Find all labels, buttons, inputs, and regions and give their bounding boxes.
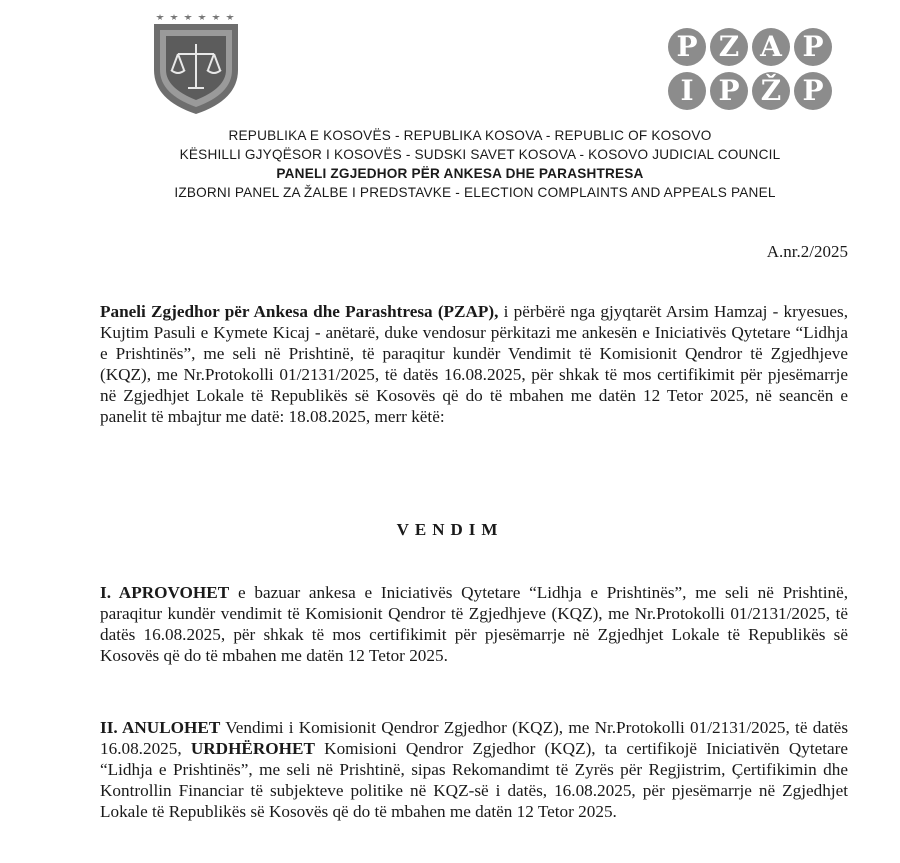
logo-letter: A	[752, 28, 790, 66]
pzap-logo	[668, 28, 840, 118]
item2-text-2: Komisioni Qendror Zgjedhor (KQZ), ta certifikojë Iniciativën Qytetare “Lidhja e Prishtinës”, me seli në Prishtinë, sipas Rekomandimt të Zyrës për Regjistrim, Çertifikimin dhe Kontrollin Financiar të subjekteve politike në KQZ-së i datës, 16.08.2025, për pjesëmarrje në Zgjedhjet Lokale të Republikës së Kosovës që do të mbahen me datën 12 Tetor 2025.	[100, 739, 848, 822]
item1-text: e bazuar ankesa e Iniciativës Qytetare “Lidhja e Prishtinës”, me seli në Prishtinë, paraqitur kundër vendimit të Komisionit Qendror të Zgjedhjeve (KQZ), me Nr.Protokolli 01/2131/2025, të datës 16.08.2025, për shkak të mos certifikimit për pjesëmarrje në Zgjedhjet Lokale të Republikës së Kosovës që do të mbahen me datën 12 Tetor 2025.	[100, 583, 849, 666]
letterhead	[0, 126, 900, 202]
decision-heading: VENDIM	[396, 520, 504, 539]
logo-letter: P	[668, 28, 706, 66]
decision-item-2	[100, 717, 848, 822]
header-panel-albanian: PANELI ZGJEDHOR PËR ANKESA DHE PARASHTRESA	[276, 166, 644, 181]
judicial-council-emblem	[148, 8, 244, 118]
case-reference: A.nr.2/2025	[766, 242, 848, 261]
item2-verdict: II. ANULOHET	[100, 718, 221, 738]
logo-letter: Ž	[752, 72, 790, 110]
logo-letter: Z	[710, 28, 748, 66]
intro-paragraph	[100, 301, 848, 427]
logo-row-serbian	[668, 72, 840, 110]
item2-order: URDHËROHET	[190, 739, 315, 759]
logo-letter: I	[668, 72, 706, 110]
logo-letter: P	[710, 72, 748, 110]
header-judicial-council: KËSHILLI GJYQËSOR I KOSOVËS - SUDSKI SAVET KOSOVA - KOSOVO JUDICIAL COUNCIL	[179, 147, 781, 162]
intro-panel-name: Paneli Zgjedhor për Ankesa dhe Parashtresa (PZAP),	[100, 302, 499, 322]
intro-text: i përbërë nga gjyqtarët Arsim Hamzaj - kryesues, Kujtim Pasuli e Kymete Kicaj - anëtarë, duke vendosur përkitazi me ankesën e Iniciativës Qytetare “Lidhja e Prishtinës”, me seli në Prishtinë, të paraqitur kundër Vendimit të Komisionit Qendror të Zgjedhjeve (KQZ), me Nr.Protokolli 01/2131/2025, të datës 16.08.2025, për shkak të mos certifikimit për pjesëmarrje në Zgjedhjet Lokale të Republikës së Kosovës që do të mbahen me datën 12 Tetor 2025, në seancën e panelit të mbajtur me datë: 18.08.2025, merr këtë:	[100, 302, 848, 427]
logo-letter: P	[794, 72, 832, 110]
header-republic: REPUBLIKA E KOSOVËS - REPUBLIKA KOSOVA - REPUBLIC OF KOSOVO	[228, 128, 712, 143]
logo-letter: P	[794, 28, 832, 66]
logo-row-albanian	[668, 28, 840, 66]
header-panel-multilingual: IZBORNI PANEL ZA ŽALBE I PREDSTAVKE - ELECTION COMPLAINTS AND APPEALS PANEL	[174, 185, 776, 200]
decision-item-1	[100, 582, 848, 666]
item1-verdict: I. APROVOHET	[100, 583, 230, 603]
item2-text-1: Vendimi i Komisionit Qendror Zgjedhor (KQZ), me Nr.Protokolli 01/2131/2025, të datës 16.08.2025,	[100, 718, 849, 759]
